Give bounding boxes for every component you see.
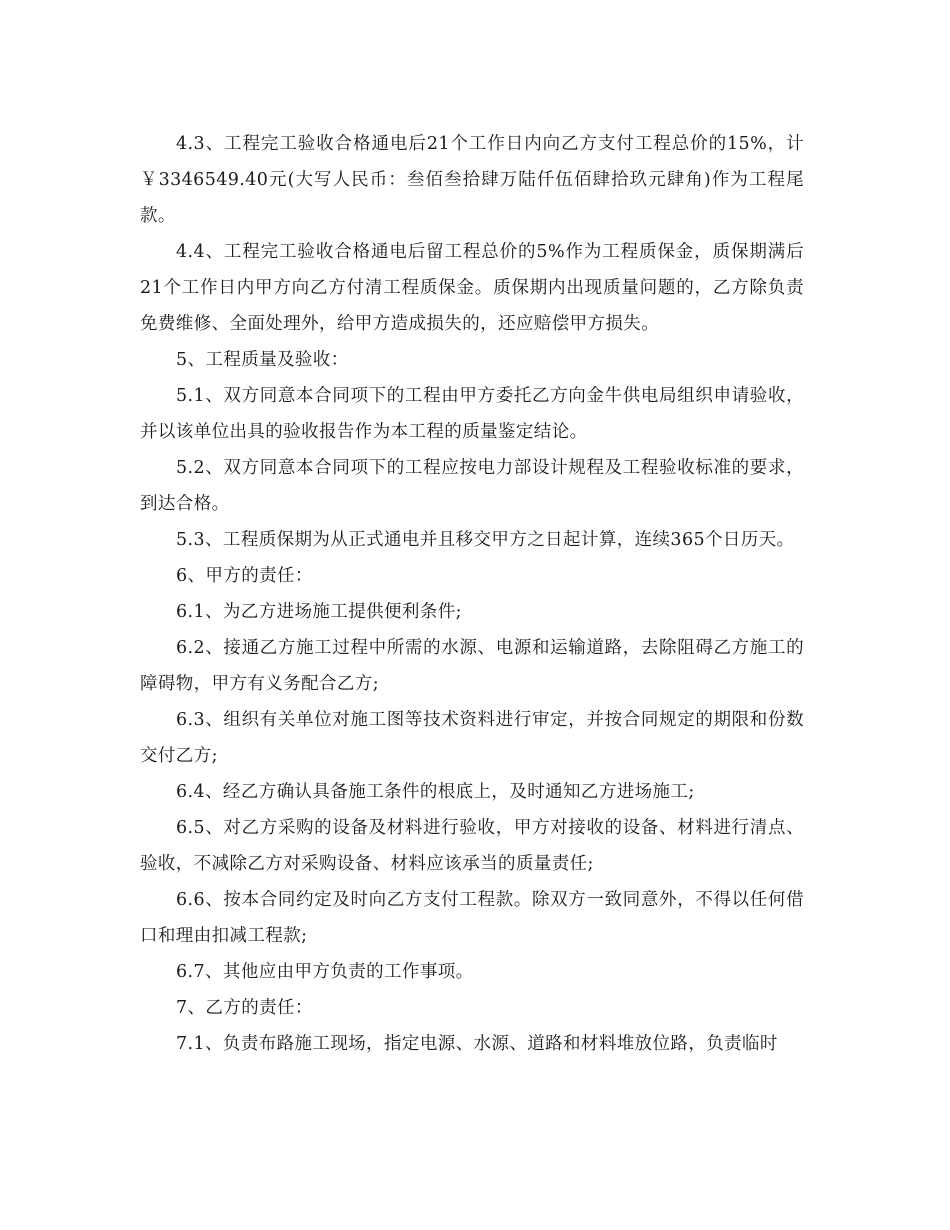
clause-6-1: 6.1、为乙方进场施工提供便利条件; — [176, 602, 462, 622]
clause-7-1: 7.1、负责布路施工现场，指定电源、水源、道路和材料堆放位路，负责临时 — [176, 1034, 778, 1054]
clause-6-5: 6.5、对乙方采购的设备及材料进行验收，甲方对接收的设备、材料进行清点、验收，不减除乙方对采购设备、材料应该承当的质量责任; — [140, 818, 804, 874]
section-5-heading: 5、工程质量及验收： — [176, 350, 349, 370]
clause-6-4: 6.4、经乙方确认具备施工条件的根底上，及时通知乙方进场施工; — [176, 782, 695, 802]
section-6-heading: 6、甲方的责任： — [176, 566, 313, 586]
section-7-heading: 7、乙方的责任： — [176, 998, 313, 1018]
clause-6-7: 6.7、其他应由甲方负责的工作事项。 — [176, 962, 474, 982]
clause-6-2: 6.2、接通乙方施工过程中所需的水源、电源和运输道路，去除阻碍乙方施工的障碍物，甲方有义务配合乙方; — [140, 638, 804, 694]
clause-4-3: 4.3、工程完工验收合格通电后21个工作日内向乙方支付工程总价的15%，计￥3346549.40元(大写人民币：叁佰叁拾肆万陆仟伍佰肆拾玖元肆角)作为工程尾款。 — [140, 134, 804, 226]
clause-5-2: 5.2、双方同意本合同项下的工程应按电力部设计规程及工程验收标准的要求，到达合格。 — [140, 458, 804, 514]
clause-5-1: 5.1、双方同意本合同项下的工程由甲方委托乙方向金牛供电局组织申请验收，并以该单位出具的验收报告作为本工程的质量鉴定结论。 — [140, 386, 804, 442]
clause-6-6: 6.6、按本合同约定及时向乙方支付工程款。除双方一致同意外，不得以任何借口和理由扣减工程款; — [140, 890, 804, 946]
clause-5-3: 5.3、工程质保期为从正式通电并且移交甲方之日起计算，连续365个日历天。 — [176, 530, 795, 550]
contract-body — [140, 126, 804, 1062]
clause-4-4: 4.4、工程完工验收合格通电后留工程总价的5%作为工程质保金，质保期满后21个工作日内甲方向乙方付清工程质保金。质保期内出现质量问题的，乙方除负责免费维修、全面处理外，给甲方造成损失的，还应赔偿甲方损失。 — [140, 242, 804, 334]
clause-6-3: 6.3、组织有关单位对施工图等技术资料进行审定，并按合同规定的期限和份数交付乙方; — [140, 710, 804, 766]
